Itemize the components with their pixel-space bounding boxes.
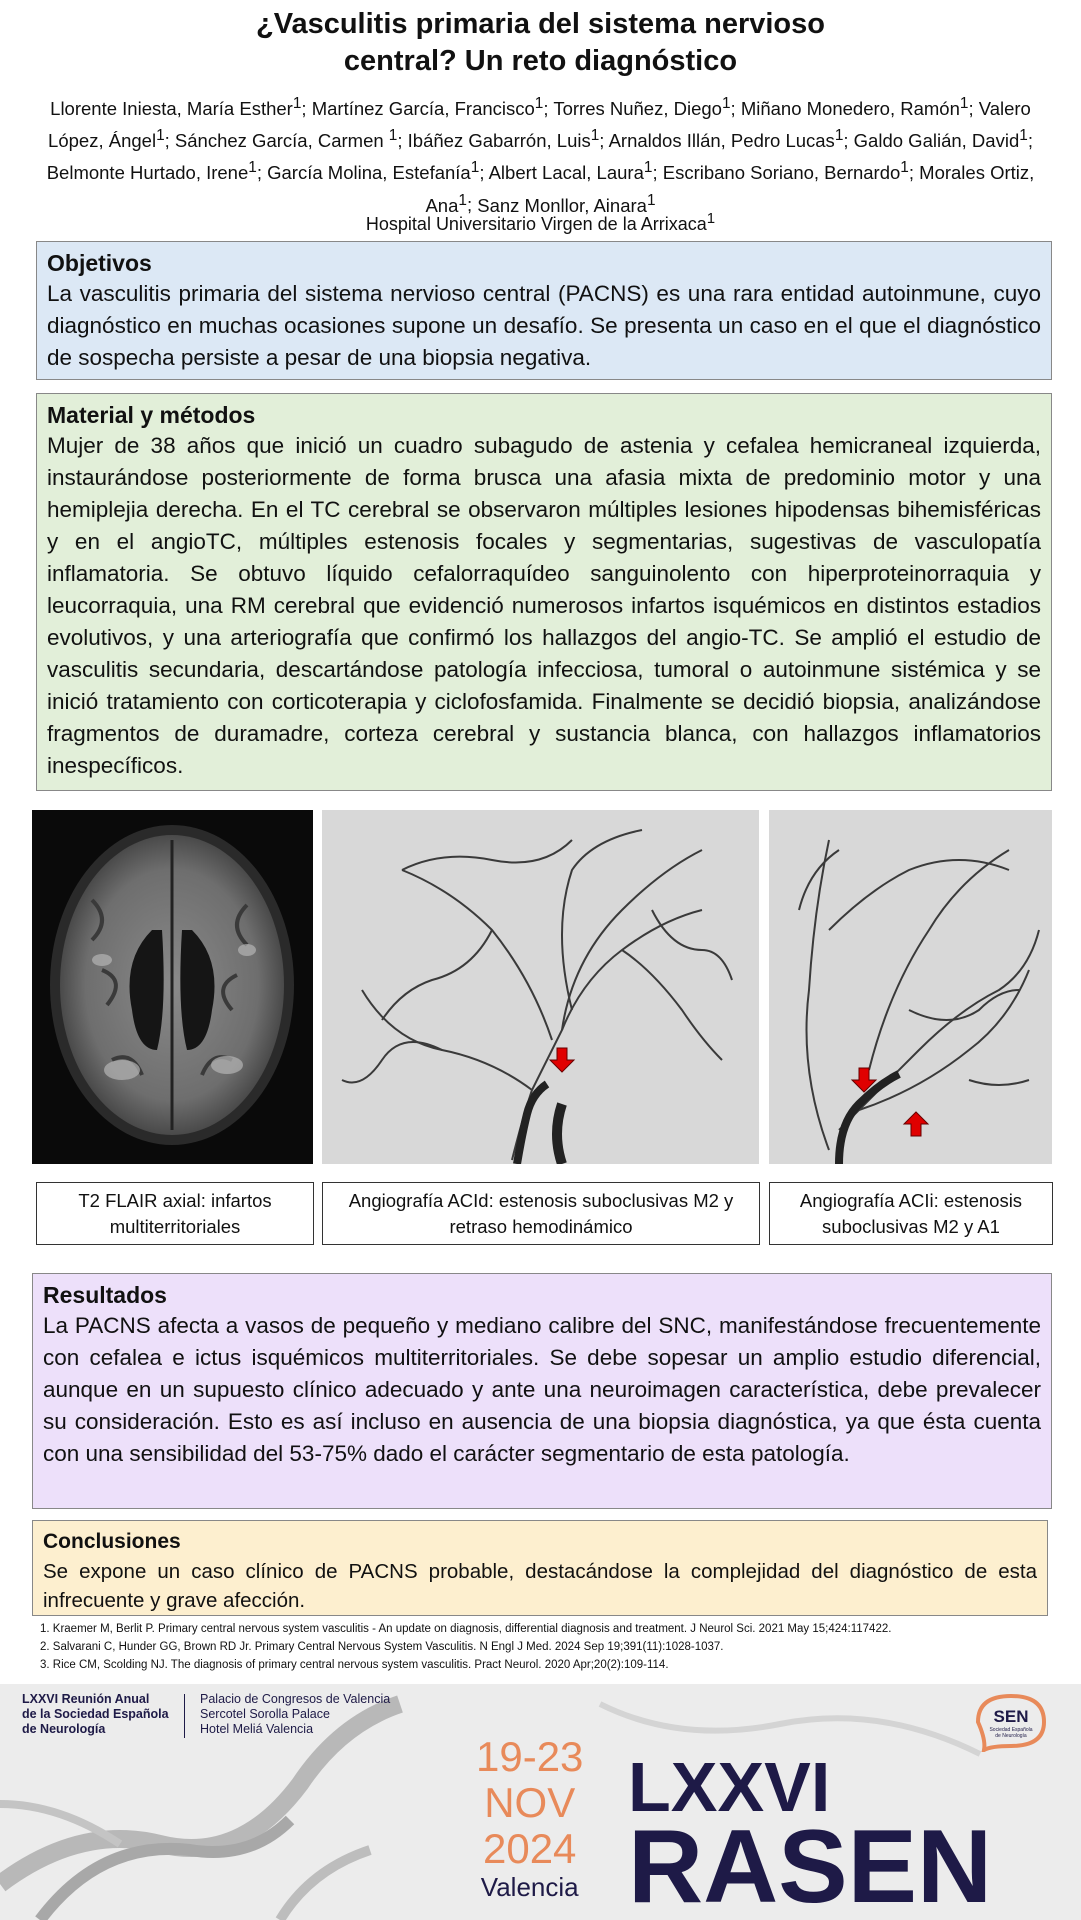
objetivos-heading: Objetivos: [47, 250, 152, 276]
author-affiliation-sup: 1: [900, 159, 909, 177]
author-list: Llorente Iniesta, María Esther$^1$; Martínez García, Francisco$^1$; Torres Nuñez, Diego$^1$; Miñano Monedero, Ramón$^1$; Valero López, Ángel$^1$; Sánchez García, Carmen $^1$; Ibáñez Gabarrón, Luis$^1$; Arnaldos Illán, Pedro Lucas$^1$; Galdo Galián, David$^1$; Belmonte Hurtado, Irene$^1$; García Molina, Estefanía$^1$; Albert Lacal, Laura$^1$; Escribano Soriano, Bernardo$^1$; Morales Ortiz, Ana$^1$; Sanz Monllor, Ainara$^1$: [46, 95, 1035, 216]
author-affiliation-sup: 1: [959, 95, 969, 112]
affiliation: [0, 210, 1081, 235]
objetivos-box: [36, 241, 1052, 380]
congress-logo-line-1: LXXVI: [628, 1748, 831, 1826]
author-affiliation-sup: 1: [292, 95, 302, 112]
mri-flair-image: [32, 810, 313, 1164]
author-name: Valero López, Ángel: [48, 98, 1031, 152]
footer-divider: [184, 1694, 185, 1738]
author-affiliation-sup: 1: [388, 127, 398, 145]
venue-line: Palacio de Congresos de Valencia: [200, 1692, 391, 1706]
author-affiliation-sup: 1: [458, 191, 467, 209]
author-entry: [553, 95, 731, 120]
conclusiones-heading: Conclusiones: [43, 1530, 181, 1553]
hospital-sup: 1: [706, 210, 716, 227]
author-affiliation-sup: 1: [248, 159, 257, 177]
sen-logo-subtext: Sociedad Española: [989, 1727, 1033, 1733]
poster-title: [0, 6, 1081, 80]
caption-angio-left: [769, 1182, 1053, 1245]
venue-line: Sercotel Sorolla Palace: [200, 1707, 330, 1721]
caption-angio-right-text: Angiografía ACId: estenosis suboclusivas M2 y retraso hemodinámico: [348, 1189, 734, 1237]
author-name: Galdo Galián, David: [853, 130, 1020, 152]
sen-logo: [968, 1692, 1054, 1752]
reference-item: 3. Rice CM, Scolding NJ. The diagnosis of primary central nervous system vasculitis. Pract Neurol. 2020 Apr;20(2):109-114.: [40, 1659, 669, 1671]
author-entry: [853, 127, 1028, 152]
meeting-line: LXXVI Reunión Anual: [22, 1692, 150, 1706]
caption-mri-text: T2 FLAIR axial: infartos multiterritoriales: [78, 1189, 272, 1237]
author-affiliation-sup: 1: [834, 127, 844, 145]
author-entry: [608, 127, 844, 152]
author-entry: [267, 159, 480, 184]
metodos-box: [36, 393, 1052, 791]
caption-angio-left-text: Angiografía ACIi: estenosis suboclusivas M2 y A1: [799, 1189, 1023, 1237]
author-name: Sanz Monllor, Ainara: [477, 194, 647, 216]
author-entry: [407, 127, 600, 152]
meeting-line: de la Sociedad Española: [22, 1707, 169, 1721]
congress-banner: [0, 1684, 1081, 1920]
author-entry: [46, 159, 257, 184]
author-entry: [50, 95, 302, 120]
author-name: Martínez García, Francisco: [311, 98, 535, 120]
author-affiliation-sup: 1: [1019, 127, 1028, 145]
venue-line: Hotel Meliá Valencia: [200, 1722, 314, 1736]
date-line: NOV: [484, 1779, 576, 1826]
author-name: Morales Ortiz, Ana: [425, 162, 1035, 216]
title-line-1: ¿Vasculitis primaria del sistema nervioso: [256, 8, 825, 40]
author-affiliation-sup: 1: [721, 95, 731, 112]
conclusiones-box: [32, 1520, 1048, 1616]
reference-item: 1. Kraemer M, Berlit P. Primary central nervous system vasculitis - An update on diagnosis, differential diagnosis and treatment. J Neurol Sci. 2021 May 15;424:117422.: [40, 1623, 892, 1635]
congress-dates: [476, 1734, 583, 1902]
congress-logo-line-2: RASEN: [628, 1809, 993, 1920]
angiography-left-image: [769, 810, 1052, 1164]
author-entry: [311, 95, 544, 120]
title-line-2: central? Un reto diagnóstico: [343, 45, 738, 77]
author-affiliation-sup: 1: [156, 127, 165, 145]
caption-angio-right: [322, 1182, 760, 1245]
author-entry: [174, 127, 398, 152]
author-name: Llorente Iniesta, María Esther: [50, 98, 293, 120]
author-affiliation-sup: 1: [646, 191, 656, 209]
author-entry: [662, 159, 909, 184]
author-name: Sánchez García, Carmen: [174, 130, 389, 152]
author-affiliation-sup: 1: [534, 95, 544, 112]
venue-list: [200, 1692, 390, 1737]
objetivos-text: La vasculitis primaria del sistema nervioso central (PACNS) es una rara entidad autoinmune, cuyo diagnóstico en muchas ocasiones supone un desafío. Se presenta un caso en el que el diagnóstico de sospecha persiste a pesar de una biopsia negativa.: [47, 281, 1041, 370]
resultados-heading: Resultados: [43, 1282, 167, 1308]
date-line: 2024: [482, 1825, 577, 1872]
author-affiliation-sup: 1: [643, 159, 653, 177]
author-entry: [488, 159, 653, 184]
author-name: Torres Nuñez, Diego: [553, 98, 722, 120]
angiography-right-image: [322, 810, 759, 1164]
author-name: García Molina, Estefanía: [267, 162, 471, 184]
resultados-text: La PACNS afecta a vasos de pequeño y mediano calibre del SNC, manifestándose frecuentemente con cefalea e ictus isquémicos multiterritoriales. Se debe sopesar un amplio estudio diferencial, aunque en un supuesto clínico adecuado y ante una neuroimagen característica, debe prevalecer su consideración. Esto es así incluso en ausencia de una biopsia diagnóstica, ya que ésta cuenta con una sensibilidad del 53-75% dado el carácter segmentario de esta patología.: [43, 1313, 1041, 1466]
author-name: Ibáñez Gabarrón, Luis: [407, 130, 591, 152]
author-affiliation-sup: 1: [470, 159, 480, 177]
author-name: Escribano Soriano, Bernardo: [662, 162, 901, 184]
reference-item: 2. Salvarani C, Hunder GG, Brown RD Jr. Primary Central Nervous System Vasculitis. N Engl J Med. 2024 Sep 19;391(11):1028-1037.: [40, 1641, 724, 1653]
sen-logo-text: SEN: [993, 1707, 1029, 1726]
meeting-name: [22, 1692, 169, 1737]
congress-city: Valencia: [480, 1872, 579, 1902]
resultados-box: [32, 1273, 1052, 1509]
author-name: Miñano Monedero, Ramón: [740, 98, 960, 120]
date-line: 19-23: [476, 1733, 584, 1780]
author-name: Belmonte Hurtado, Irene: [46, 162, 249, 184]
sen-logo-subtext: de Neurología: [995, 1733, 1027, 1739]
conclusiones-text: Se expone un caso clínico de PACNS probable, destacándose la complejidad del diagnóstico de esta infrecuente y grave afección.: [43, 1560, 1037, 1612]
hospital-name: Hospital Universitario Virgen de la Arrixaca: [365, 214, 707, 234]
author-affiliation-sup: 1: [590, 127, 600, 145]
metodos-text: Mujer de 38 años que inició un cuadro subagudo de astenia y cefalea hemicraneal izquierda, instaurándose posteriormente de forma brusca una afasia mixta de predominio motor y una hemiplejia derecha. En el TC cerebral se observaron múltiples lesiones hipodensas bihemisféricas y en el angioTC, múltiples estenosis focales y segmentarias, sugestivas de vasculopatía inflamatoria. Se obtuvo líquido cefalorraquídeo sanguinolento con hiperproteinorraquia y leucorraquia, una RM cerebral que evidenció numerosos infartos isquémicos en distintos estadios evolutivos, y una arteriografía que confirmó los hallazgos del angio-TC. Se amplió el estudio de vasculitis secundaria, descartándose patología infecciosa, tumoral o autoinmune sistémica y se inició tratamiento con corticoterapia y ciclofosfamida. Finalmente se decidió biopsia, analizándose fragmentos de duramadre, corteza cerebral y sustancia blanca, con hallazgos inflamatorios inespecíficos.: [47, 433, 1041, 778]
metodos-heading: Material y métodos: [47, 402, 256, 428]
meeting-line: de Neurología: [22, 1722, 106, 1736]
caption-mri: [36, 1182, 314, 1245]
reference-list: [40, 1620, 1040, 1674]
author-name: Arnaldos Illán, Pedro Lucas: [608, 130, 835, 152]
author-entry: [740, 95, 969, 120]
author-name: Albert Lacal, Laura: [488, 162, 644, 184]
